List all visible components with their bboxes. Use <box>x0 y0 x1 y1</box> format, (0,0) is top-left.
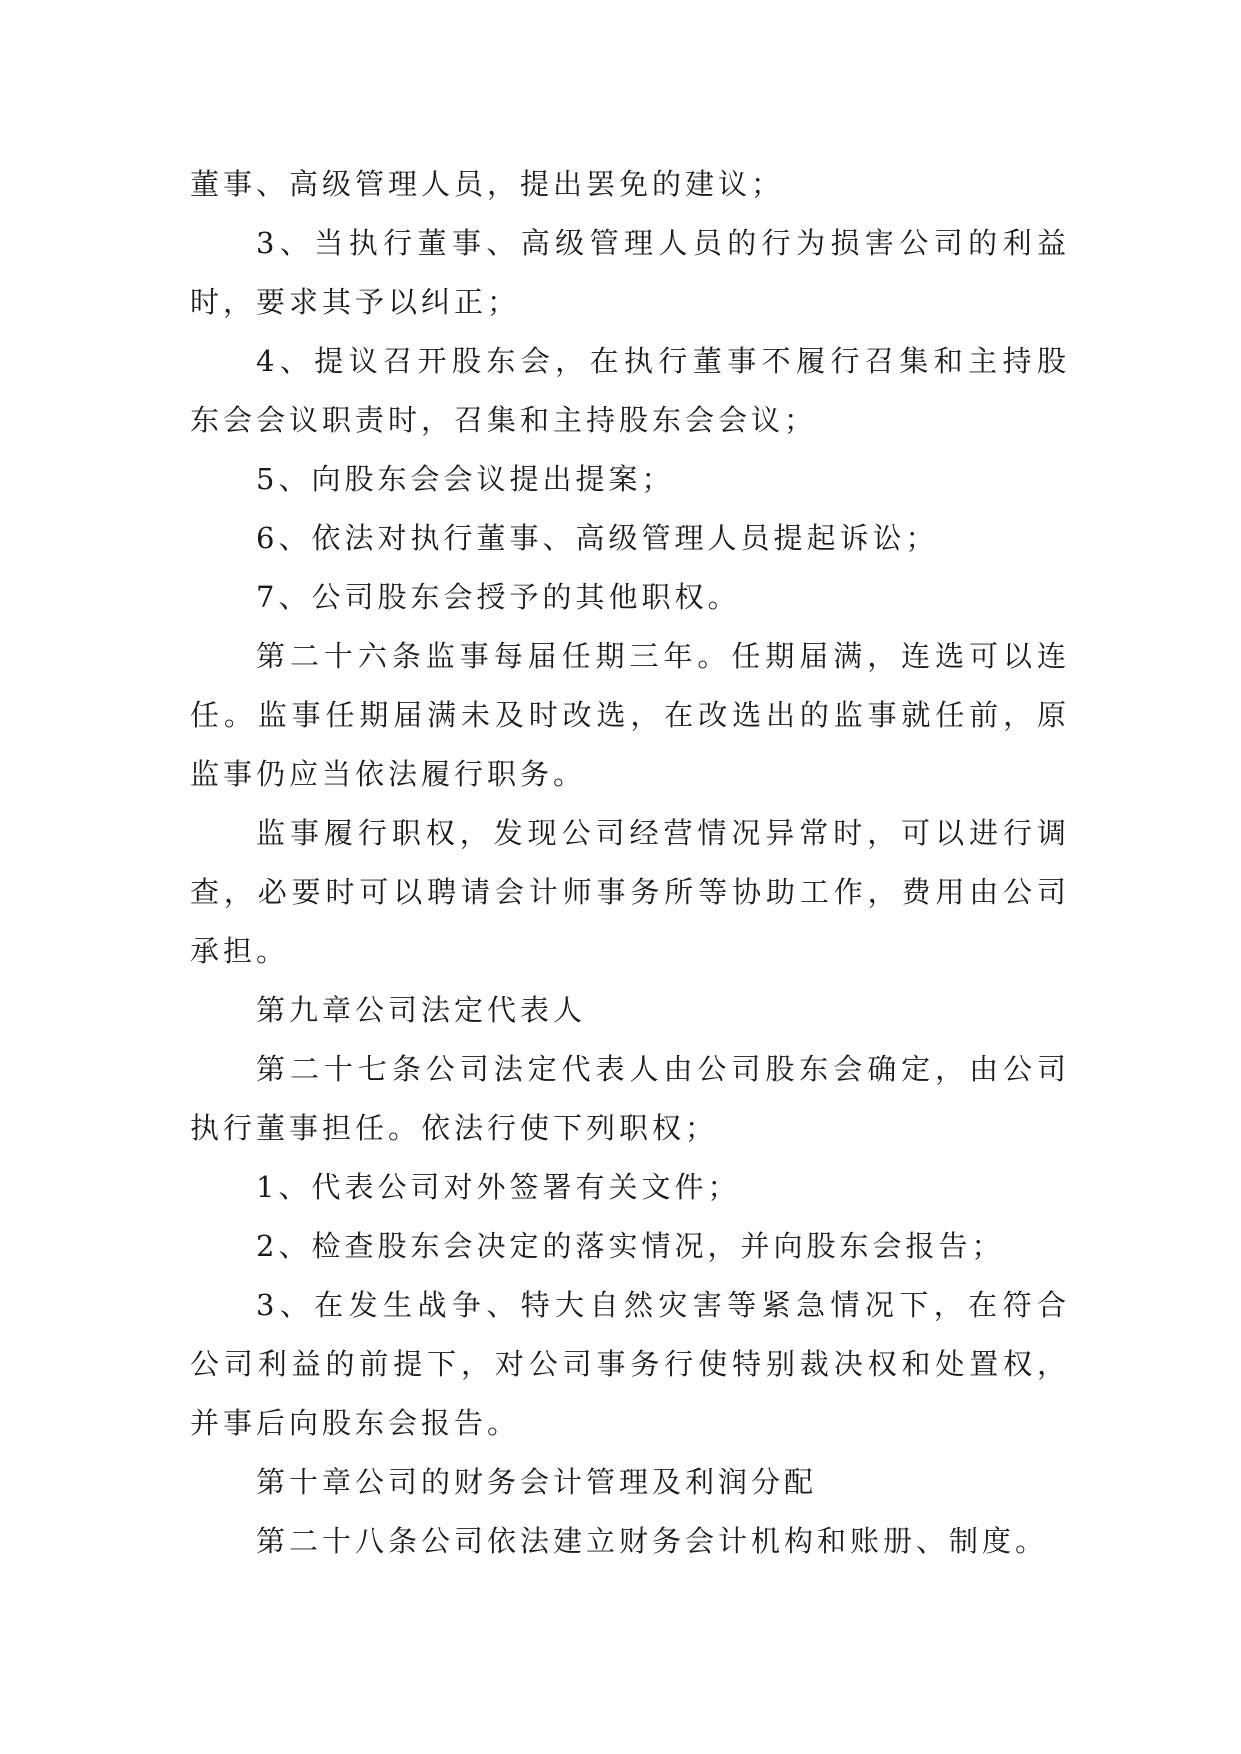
article-28-paragraph: 第二十八条公司依法建立财务会计机构和账册、制度。 <box>256 1524 1049 1558</box>
paragraph: 4、提议召开股东会，在执行董事不履行召集和主持股东会会议职责时，召集和主持股东会会议； <box>190 344 1070 437</box>
document-body <box>190 155 1070 1571</box>
chapter-heading: 第十章公司的财务会计管理及利润分配 <box>256 1465 818 1499</box>
paragraph: 监事履行职权，发现公司经营情况异常时，可以进行调查，必要时可以聘请会计师事务所等协助工作，费用由公司承担。 <box>190 816 1070 968</box>
paragraph: 董事、高级管理人员，提出罢免的建议； <box>190 167 785 201</box>
article-27-paragraph: 第二十七条公司法定代表人由公司股东会确定，由公司执行董事担任。依法行使下列职权； <box>190 1052 1070 1145</box>
paragraph: 6、依法对执行董事、高级管理人员提起诉讼； <box>256 521 939 555</box>
article-26-paragraph: 第二十六条监事每届任期三年。任期届满，连选可以连任。监事任期届满未及时改选，在改选出的监事就任前，原监事仍应当依法履行职务。 <box>190 639 1070 791</box>
paragraph: 5、向股东会会议提出提案； <box>256 462 675 496</box>
paragraph: 7、公司股东会授予的其他职权。 <box>256 580 741 614</box>
paragraph: 2、检查股东会决定的落实情况，并向股东会报告； <box>256 1229 1005 1263</box>
paragraph: 3、在发生战争、特大自然灾害等紧急情况下，在符合公司利益的前提下，对公司事务行使特别裁决权和处置权，并事后向股东会报告。 <box>190 1288 1070 1440</box>
paragraph: 3、当执行董事、高级管理人员的行为损害公司的利益时，要求其予以纠正； <box>190 226 1070 319</box>
chapter-heading: 第九章公司法定代表人 <box>256 993 587 1027</box>
paragraph: 1、代表公司对外签署有关文件； <box>256 1170 741 1204</box>
